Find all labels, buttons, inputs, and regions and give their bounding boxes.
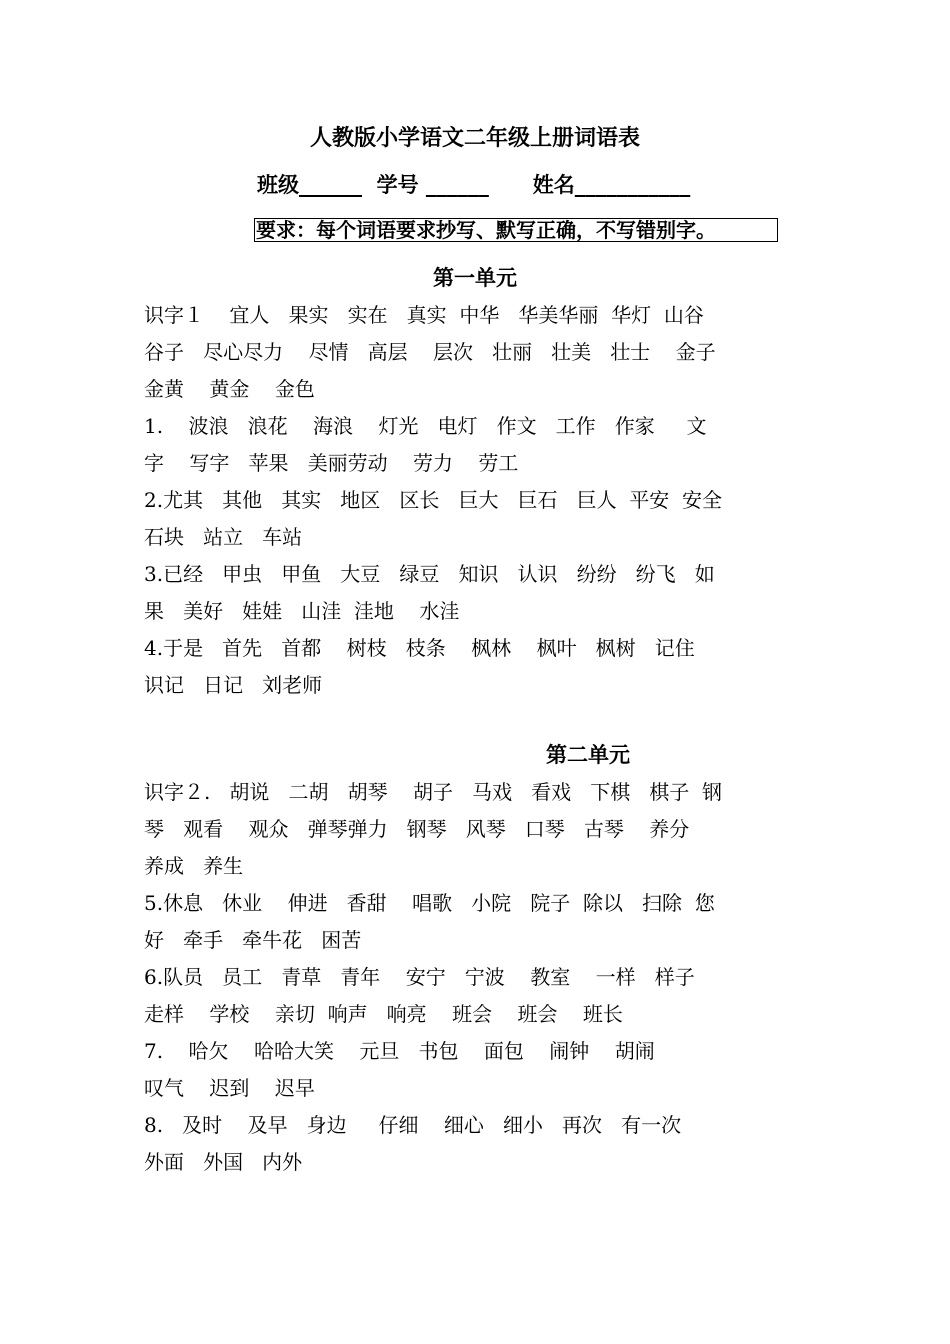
unit-2-heading: 第二单元 [546, 742, 630, 767]
word-line: 3.已经 甲虫 甲鱼 大豆 绿豆 知识 认识 纷纷 纷飞 如 [144, 562, 715, 586]
word-line: 石块 站立 车站 [144, 525, 303, 549]
word-line: 养成 养生 [144, 854, 244, 878]
word-line: 4.于是 首先 首都 树枝 枝条 枫林 枫叶 枫树 记住 [144, 636, 695, 660]
word-line: 7. 哈欠 哈哈大笑 元旦 书包 面包 闹钟 胡闹 [144, 1039, 655, 1063]
unit-1-word-list [144, 297, 824, 704]
word-line: 果 美好 娃娃 山洼 洼地 水洼 [144, 599, 460, 623]
word-line: 金黄 黄金 金色 [144, 377, 315, 401]
word-line: 1. 波浪 浪花 海浪 灯光 电灯 作文 工作 作家 文 [144, 414, 707, 438]
word-line: 识字２. 胡说 二胡 胡琴 胡子 马戏 看戏 下棋 棋子 钢 [144, 780, 723, 804]
word-line: 琴 观看 观众 弹琴弹力 钢琴 风琴 口琴 古琴 养分 [144, 817, 690, 841]
word-line: 8. 及时 及早 身边 仔细 细心 细小 再次 有一次 [144, 1113, 682, 1137]
student-info-line: 班级______ 学号 ______ 姓名___________ [257, 172, 691, 197]
page-title: 人教版小学语文二年级上册词语表 [309, 125, 640, 151]
word-line: 谷子 尽心尽力 尽情 高层 层次 壮丽 壮美 壮士 金子 [144, 340, 716, 364]
word-line: 字 写字 苹果 美丽劳动 劳力 劳工 [144, 451, 519, 475]
word-line: 外面 外国 内外 [144, 1150, 303, 1174]
word-line: 叹气 迟到 迟早 [144, 1076, 315, 1100]
unit-1-heading: 第一单元 [433, 265, 517, 290]
word-line: 2.尤其 其他 其实 地区 区长 巨大 巨石 巨人 平安 安全 [144, 488, 723, 512]
word-line: 好 牵手 牵牛花 困苦 [144, 928, 362, 952]
word-line: 识字１ 宜人 果实 实在 真实 中华 华美华丽 华灯 山谷 [144, 303, 704, 327]
word-line: 5.休息 休业 伸进 香甜 唱歌 小院 院子 除以 扫除 您 [144, 891, 715, 915]
word-line: 识记 日记 刘老师 [144, 673, 323, 697]
word-line: 走样 学校 亲切 响声 响亮 班会 班会 班长 [144, 1002, 623, 1026]
word-line: 6.队员 员工 青草 青年 安宁 宁波 教室 一样 样子 [144, 965, 695, 989]
unit-2-word-list [144, 774, 824, 1181]
requirement-box: 要求：每个词语要求抄写、默写正确，不写错别字。 [254, 218, 778, 242]
